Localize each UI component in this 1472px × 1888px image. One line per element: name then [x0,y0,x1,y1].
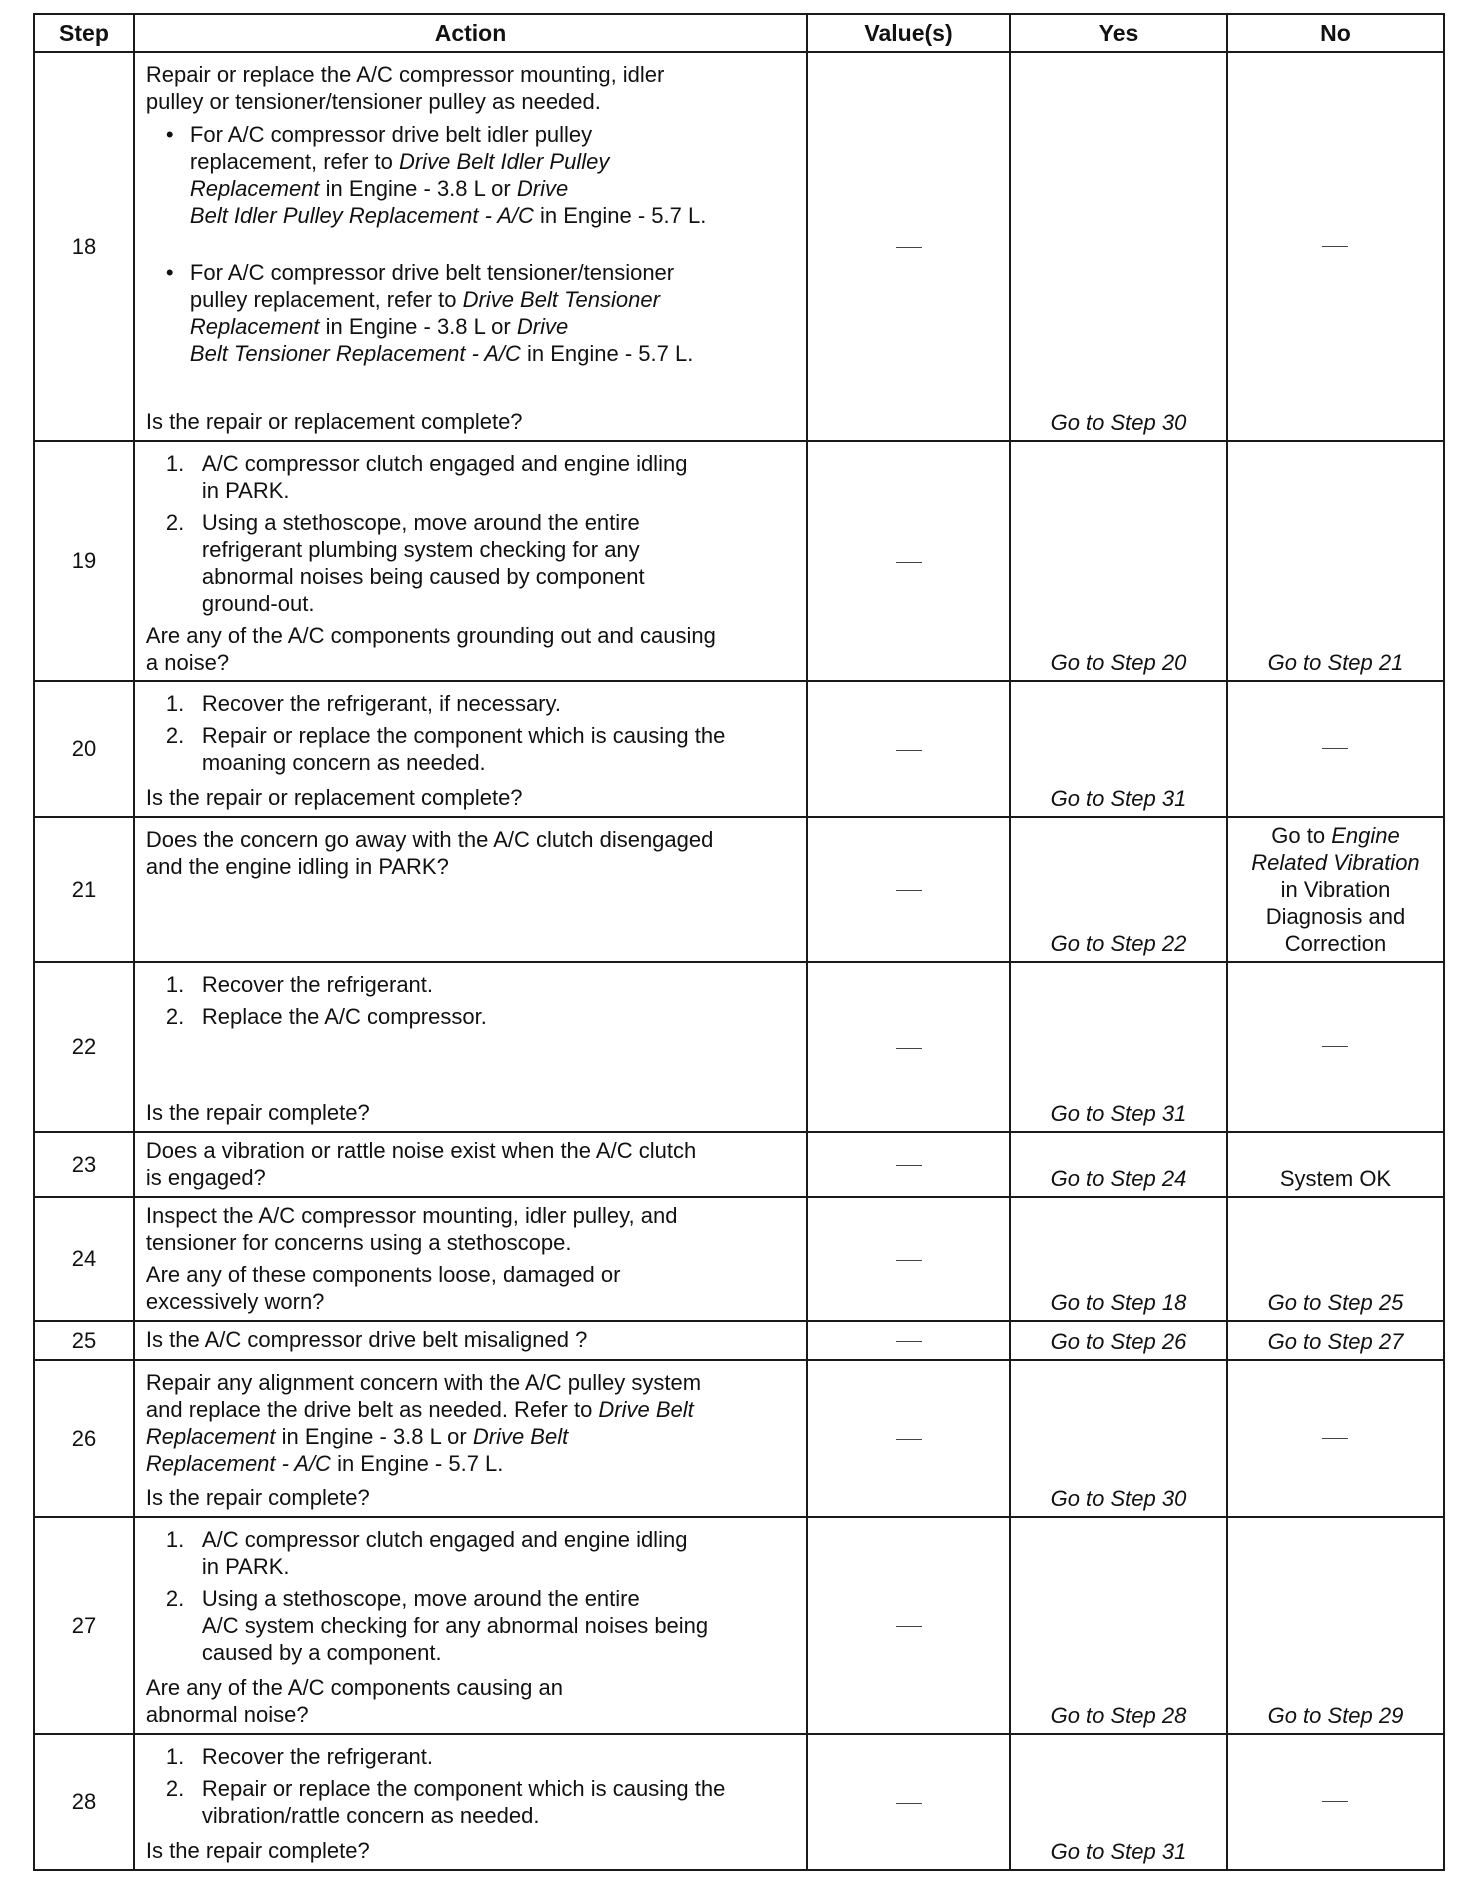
dash-icon [896,890,922,891]
action-question: Does the concern go away with the A/C clutch disengaged and the engine idling in PARK? [145,827,714,879]
action-question: Is the repair or replacement complete? [145,785,523,810]
action-question: Is the repair complete? [145,1485,370,1510]
header-action: Action [134,14,807,52]
dash-icon [1322,1438,1348,1439]
yes-cell: Go to Step 28 [1010,1517,1227,1734]
step-number: 22 [34,962,134,1132]
list-item: 2. Repair or replace the component which is causing the moaning concern as needed. [165,723,726,775]
table-row [34,1132,1444,1197]
values-cell [807,681,1010,817]
table-row [34,681,1444,817]
list-item: 1. A/C compressor clutch engaged and engine idling in PARK. [165,1527,688,1579]
no-cell: System OK [1227,1132,1444,1197]
dash-icon [896,1626,922,1627]
list-item: 1. Recover the refrigerant, if necessary. [165,691,561,716]
step-number: 24 [34,1197,134,1321]
table-row [34,1197,1444,1321]
values-cell [807,1734,1010,1870]
dash-icon [896,562,922,563]
values-cell [807,1132,1010,1197]
step-number: 21 [34,817,134,962]
step-number: 27 [34,1517,134,1734]
header-step: Step [34,14,134,52]
step-number: 20 [34,681,134,817]
action-cell [134,52,807,441]
header-no: No [1227,14,1444,52]
table-row [34,1517,1444,1734]
yes-cell: Go to Step 18 [1010,1197,1227,1321]
action-line: Repair or replace the A/C compressor mounting, idler [145,62,665,87]
dash-icon [1322,748,1348,749]
yes-cell: Go to Step 30 [1010,1360,1227,1517]
action-question: Are any of these components loose, damaged or excessively worn? [145,1262,621,1314]
header-values: Value(s) [807,14,1010,52]
action-cell [134,962,807,1132]
dash-icon [1322,1046,1348,1047]
no-cell [1227,52,1444,441]
values-cell [807,1517,1010,1734]
dash-icon [896,247,922,248]
dash-icon [896,1341,922,1342]
step-number: 26 [34,1360,134,1517]
action-cell [134,1734,807,1870]
action-cell [134,1360,807,1517]
list-item: 2. Replace the A/C compressor. [165,1004,487,1029]
action-question: Is the repair or replacement complete? [145,409,523,434]
list-item: 1. Recover the refrigerant. [165,972,434,997]
table-row [34,817,1444,962]
values-cell [807,1197,1010,1321]
values-cell [807,441,1010,681]
no-cell: Go to Step 25 [1227,1197,1444,1321]
yes-cell: Go to Step 31 [1010,1734,1227,1870]
no-cell [1227,1360,1444,1517]
values-cell [807,52,1010,441]
bullet-icon: • [165,260,174,285]
action-line: Repair any alignment concern with the A/C pulley system and replace the drive belt as needed. Refer to Drive Belt Replacement in Engine - 3.8 L or Drive Belt Replacement - A/C in Engine - 5.7 L. [145,1370,702,1476]
action-line: Inspect the A/C compressor mounting, idler pulley, and tensioner for concerns using a stethoscope. [145,1203,678,1255]
yes-cell: Go to Step 31 [1010,962,1227,1132]
header-yes: Yes [1010,14,1227,52]
values-cell [807,962,1010,1132]
list-item: 1. A/C compressor clutch engaged and engine idling in PARK. [165,451,688,503]
step-number: 19 [34,441,134,681]
no-cell [1227,1734,1444,1870]
yes-cell: Go to Step 30 [1010,52,1227,441]
values-cell [807,1321,1010,1360]
values-cell [807,817,1010,962]
no-cell: Go to Step 27 [1227,1321,1444,1360]
dash-icon [896,1048,922,1049]
yes-cell: Go to Step 31 [1010,681,1227,817]
list-item: • For A/C compressor drive belt tensioner/tensioner pulley replacement, refer to Drive Belt Tensioner Replacement in Engine - 3.8 L or Drive Belt Tensioner Replacement - A/C in Engine - 5.7 L. [165,260,694,366]
step-number: 25 [34,1321,134,1360]
action-cell [134,1132,807,1197]
list-item: 2. Using a stethoscope, move around the entire A/C system checking for any abnormal noises being caused by a component. [165,1586,709,1665]
table-row [34,52,1444,441]
step-number: 23 [34,1132,134,1197]
list-item: 1. Recover the refrigerant. [165,1744,434,1769]
table-row [34,1360,1444,1517]
action-question: Does a vibration or rattle noise exist when the A/C clutch is engaged? [145,1138,697,1190]
no-cell [1227,681,1444,817]
values-cell [807,1360,1010,1517]
action-cell [134,817,807,962]
action-line: pulley or tensioner/tensioner pulley as needed. [145,89,601,114]
action-cell [134,1321,807,1360]
action-question: Are any of the A/C components grounding out and causing a noise? [145,623,716,675]
yes-cell: Go to Step 26 [1010,1321,1227,1360]
dash-icon [1322,1801,1348,1802]
dash-icon [896,1803,922,1804]
table-row [34,962,1444,1132]
action-question: Are any of the A/C components causing an abnormal noise? [145,1675,563,1727]
action-cell [134,1517,807,1734]
table-row [34,1321,1444,1360]
action-question: Is the repair complete? [145,1100,370,1125]
step-number: 18 [34,52,134,441]
diagnostic-table [33,13,1445,1871]
action-question: Is the A/C compressor drive belt misaligned ? [145,1327,588,1352]
dash-icon [896,1439,922,1440]
dash-icon [896,750,922,751]
action-cell [134,441,807,681]
list-item: • For A/C compressor drive belt idler pulley replacement, refer to Drive Belt Idler Pulley Replacement in Engine - 3.8 L or Drive Belt Idler Pulley Replacement - A/C in Engine - 5.7 L. [165,122,707,228]
bullet-icon: • [165,122,174,147]
list-item: 2. Using a stethoscope, move around the entire refrigerant plumbing system checking for any abnormal noises being caused by component ground-out. [165,510,645,616]
action-question: Is the repair complete? [145,1838,370,1863]
yes-cell: Go to Step 20 [1010,441,1227,681]
table-header-row [34,14,1444,52]
no-cell: Go to Step 29 [1227,1517,1444,1734]
yes-cell: Go to Step 24 [1010,1132,1227,1197]
no-cell [1227,962,1444,1132]
dash-icon [896,1165,922,1166]
list-item: 2. Repair or replace the component which is causing the vibration/rattle concern as needed. [165,1776,726,1828]
no-cell: Go to Step 21 [1227,441,1444,681]
action-cell [134,1197,807,1321]
yes-cell: Go to Step 22 [1010,817,1227,962]
dash-icon [1322,246,1348,247]
no-cell: Go to Engine Related Vibration in Vibration Diagnosis and Correction [1227,817,1444,962]
action-cell [134,681,807,817]
step-number: 28 [34,1734,134,1870]
dash-icon [896,1260,922,1261]
table-row [34,1734,1444,1870]
table-row [34,441,1444,681]
